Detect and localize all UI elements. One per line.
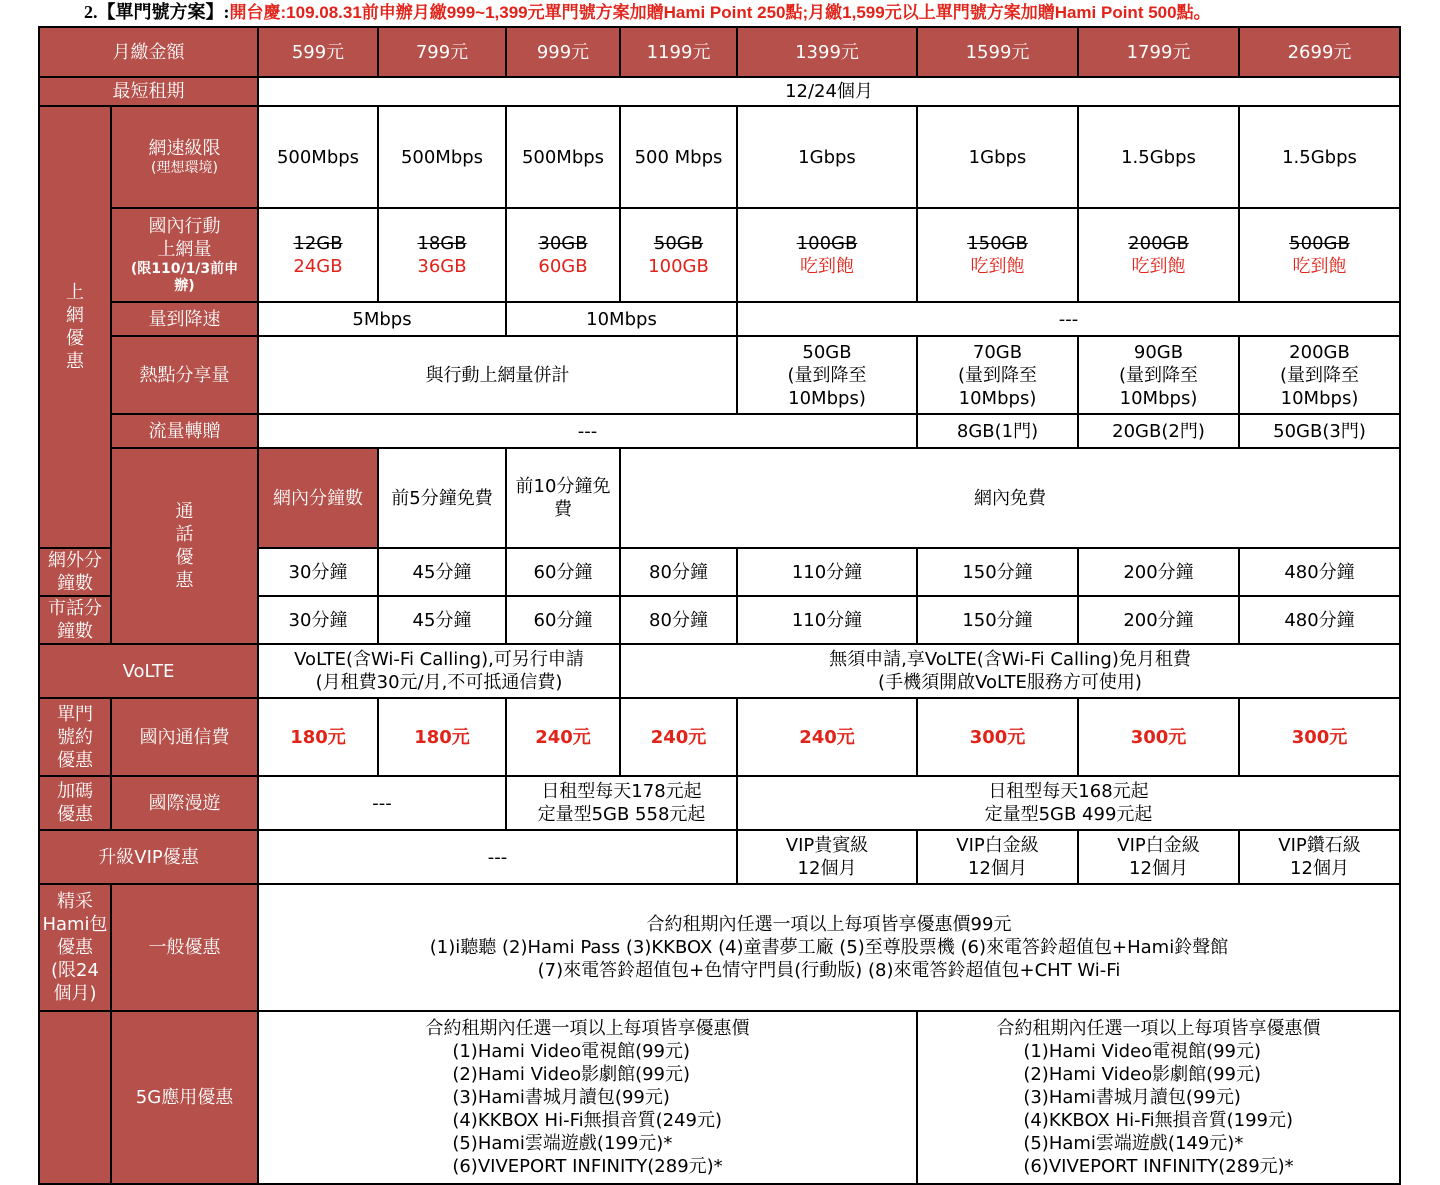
call-fee-value: 180元	[378, 698, 506, 776]
roaming-mid: 日租型每天178元起 定量型5GB 558元起	[506, 776, 737, 830]
throttle-row	[39, 302, 1400, 336]
volte-label: VoLTE	[39, 644, 258, 698]
app5g-item: (3)Hami書城月讀包(99元)	[452, 1087, 670, 1108]
hotspot-value: 50GB (量到降至 10Mbps)	[737, 336, 917, 414]
onnet-free: 網內免費	[620, 448, 1400, 548]
price-999: 999元	[506, 27, 620, 77]
hotspot-label: 熱點分享量	[111, 336, 258, 414]
speed-value: 1.5Gbps	[1078, 106, 1239, 208]
price-1799: 1799元	[1078, 27, 1239, 77]
volte-optional: VoLTE(含Wi-Fi Calling),可另行申請 (月租費30元/月,不可抵通信費)	[258, 644, 620, 698]
data-gift-value: 20GB(2門)	[1078, 414, 1239, 448]
app5g-item: (6)VIVEPORT INFINITY(289元)*	[452, 1156, 723, 1177]
app5g-item: (2)Hami Video影劇館(99元)	[452, 1064, 691, 1085]
landline-value: 60分鐘	[506, 596, 620, 644]
call-fee-value: 240元	[506, 698, 620, 776]
vip-value: VIP貴賓級 12個月	[737, 830, 917, 884]
app5g-item: (3)Hami書城月讀包(99元)	[1023, 1087, 1241, 1108]
app5g-row	[39, 1011, 1400, 1184]
onnet-label: 網內分鐘數	[258, 448, 378, 548]
call-fee-value: 240元	[620, 698, 737, 776]
mobile-data-cell: 500GB 吃到飽	[1239, 208, 1400, 302]
promo-text: 開台慶:109.08.31前申辦月繳999~1,399元單門號方案加贈Hami Point 250點;月繳1,599元以上單門號方案加贈Hami Point 500點。	[229, 3, 1211, 22]
price-799: 799元	[378, 27, 506, 77]
vip-value: VIP白金級 12個月	[1078, 830, 1239, 884]
call-fee-value: 300元	[1239, 698, 1400, 776]
data-gift-none: ---	[258, 414, 917, 448]
hotspot-value: 200GB (量到降至 10Mbps)	[1239, 336, 1400, 414]
mobile-data-cell: 150GB 吃到飽	[917, 208, 1078, 302]
contract-group-label: 單門 號約 優惠	[39, 698, 111, 776]
offnet-value: 30分鐘	[258, 548, 378, 596]
roaming-label: 國際漫遊	[111, 776, 258, 830]
speed-value: 1Gbps	[917, 106, 1078, 208]
offnet-value: 80分鐘	[620, 548, 737, 596]
data-gift-row	[39, 414, 1400, 448]
app5g-item: (5)Hami雲端遊戲(149元)*	[1023, 1133, 1244, 1154]
call-fee-value: 300元	[1078, 698, 1239, 776]
landline-value: 30分鐘	[258, 596, 378, 644]
section-heading	[84, 0, 1434, 26]
price-1599: 1599元	[917, 27, 1078, 77]
roaming-none: ---	[258, 776, 506, 830]
volte-included: 無須申請,享VoLTE(含Wi-Fi Calling)免月租費 (手機須開啟VoLTE服務方可使用)	[620, 644, 1400, 698]
speed-value: 1Gbps	[737, 106, 917, 208]
call-fee-row	[39, 698, 1400, 776]
vip-label: 升級VIP優惠	[39, 830, 258, 884]
speed-label: 網速級限 (理想環境)	[111, 106, 258, 208]
call-fee-value: 300元	[917, 698, 1078, 776]
header-label: 月繳金額	[39, 27, 258, 77]
landline-value: 45分鐘	[378, 596, 506, 644]
onnet-value: 前5分鐘免費	[378, 448, 506, 548]
plan-table	[38, 26, 1401, 1185]
volte-row	[39, 644, 1400, 698]
app5g-item: (2)Hami Video影劇館(99元)	[1023, 1064, 1262, 1085]
mobile-data-cell: 100GB 吃到飽	[737, 208, 917, 302]
offnet-value: 45分鐘	[378, 548, 506, 596]
hotspot-shared: 與行動上網量併計	[258, 336, 737, 414]
call-fee-value: 240元	[737, 698, 917, 776]
app5g-left: 合約租期內任選一項以上每項皆享優惠價 (1)Hami Video電視館(99元) (2)Hami Video影劇館(99元) (3)Hami書城月讀包(99元) (4)KKBOX Hi-Fi無損音質(249元) (5)Hami雲端遊戲(199元)* (6)VIVEPORT INFINITY(289元)*	[258, 1011, 917, 1184]
app5g-item: (6)VIVEPORT INFINITY(289元)*	[1023, 1156, 1294, 1177]
offnet-value: 200分鐘	[1078, 548, 1239, 596]
data-gift-value: 8GB(1門)	[917, 414, 1078, 448]
price-1399: 1399元	[737, 27, 917, 77]
data-gift-value: 50GB(3門)	[1239, 414, 1400, 448]
speed-value: 500Mbps	[258, 106, 378, 208]
landline-label: 市話分鐘數	[39, 596, 111, 644]
speed-value: 500Mbps	[378, 106, 506, 208]
price-header-row	[39, 27, 1400, 77]
min-term-value: 12/24個月	[258, 77, 1400, 106]
offnet-value: 60分鐘	[506, 548, 620, 596]
vip-value: VIP白金級 12個月	[917, 830, 1078, 884]
vip-value: VIP鑽石級 12個月	[1239, 830, 1400, 884]
mobile-data-row	[39, 208, 1400, 302]
hami-general-content: 合約租期內任選一項以上每項皆享優惠價99元 (1)i聽聽 (2)Hami Pass (3)KKBOX (4)童書夢工廠 (5)至尊股票機 (6)來電答鈴超值包+Hami鈴聲館 (7)來電答鈴超值包+色情守門員(行動版) (8)來電答鈴超值包+CHT Wi-Fi	[258, 884, 1400, 1011]
throttle-value-10mbps: 10Mbps	[506, 302, 737, 336]
app5g-item: (1)Hami Video電視館(99元)	[452, 1041, 691, 1062]
speed-value: 500 Mbps	[620, 106, 737, 208]
landline-value: 150分鐘	[917, 596, 1078, 644]
landline-value: 110分鐘	[737, 596, 917, 644]
mobile-data-cell: 18GB 36GB	[378, 208, 506, 302]
app5g-item: (5)Hami雲端遊戲(199元)*	[452, 1133, 673, 1154]
speed-row	[39, 106, 1400, 208]
call-fee-label: 國內通信費	[111, 698, 258, 776]
roaming-row	[39, 776, 1400, 830]
call-group-label: 通 話 優 惠	[111, 448, 258, 644]
app5g-label: 5G應用優惠	[111, 1011, 258, 1184]
onnet-row	[39, 448, 1400, 548]
roaming-group-label: 加碼 優惠	[39, 776, 111, 830]
hami-general-row	[39, 884, 1400, 1011]
section-number: 2.【單門號方案】:	[84, 2, 230, 22]
mobile-data-cell: 200GB 吃到飽	[1078, 208, 1239, 302]
throttle-label: 量到降速	[111, 302, 258, 336]
min-term-label: 最短租期	[39, 77, 258, 106]
app5g-right: 合約租期內任選一項以上每項皆享優惠價 (1)Hami Video電視館(99元) (2)Hami Video影劇館(99元) (3)Hami書城月讀包(99元) (4)KKBOX Hi-Fi無損音質(199元) (5)Hami雲端遊戲(149元)* (6)VIVEPORT INFINITY(289元)*	[917, 1011, 1400, 1184]
onnet-value: 前10分鐘免費	[506, 448, 620, 548]
landline-value: 80分鐘	[620, 596, 737, 644]
price-2699: 2699元	[1239, 27, 1400, 77]
hami-general-label: 一般優惠	[111, 884, 258, 1011]
speed-value: 1.5Gbps	[1239, 106, 1400, 208]
mobile-data-cell: 30GB 60GB	[506, 208, 620, 302]
app5g-item: (4)KKBOX Hi-Fi無損音質(249元)	[452, 1110, 723, 1131]
offnet-value: 480分鐘	[1239, 548, 1400, 596]
offnet-value: 110分鐘	[737, 548, 917, 596]
throttle-value-5mbps: 5Mbps	[258, 302, 506, 336]
app5g-item: (4)KKBOX Hi-Fi無損音質(199元)	[1023, 1110, 1294, 1131]
app5g-item: (1)Hami Video電視館(99元)	[1023, 1041, 1262, 1062]
hotspot-value: 70GB (量到降至 10Mbps)	[917, 336, 1078, 414]
min-term-row	[39, 77, 1400, 106]
app5g-group-blank	[39, 1011, 111, 1184]
mobile-data-cell: 50GB 100GB	[620, 208, 737, 302]
price-1199: 1199元	[620, 27, 737, 77]
offnet-value: 150分鐘	[917, 548, 1078, 596]
speed-value: 500Mbps	[506, 106, 620, 208]
data-gift-label: 流量轉贈	[111, 414, 258, 448]
call-fee-value: 180元	[258, 698, 378, 776]
data-group-label: 上 網 優 惠	[39, 106, 111, 548]
price-599: 599元	[258, 27, 378, 77]
vip-row	[39, 830, 1400, 884]
hami-group-label: 精采 Hami包 優惠 (限24 個月)	[39, 884, 111, 1011]
landline-value: 480分鐘	[1239, 596, 1400, 644]
throttle-value-none: ---	[737, 302, 1400, 336]
mobile-data-label: 國內行動 上網量 (限110/1/3前申 辦)	[111, 208, 258, 302]
mobile-data-cell: 12GB 24GB	[258, 208, 378, 302]
vip-none: ---	[258, 830, 737, 884]
offnet-label: 網外分鐘數	[39, 548, 111, 596]
roaming-right: 日租型每天168元起 定量型5GB 499元起	[737, 776, 1400, 830]
landline-value: 200分鐘	[1078, 596, 1239, 644]
hotspot-row	[39, 336, 1400, 414]
hotspot-value: 90GB (量到降至 10Mbps)	[1078, 336, 1239, 414]
